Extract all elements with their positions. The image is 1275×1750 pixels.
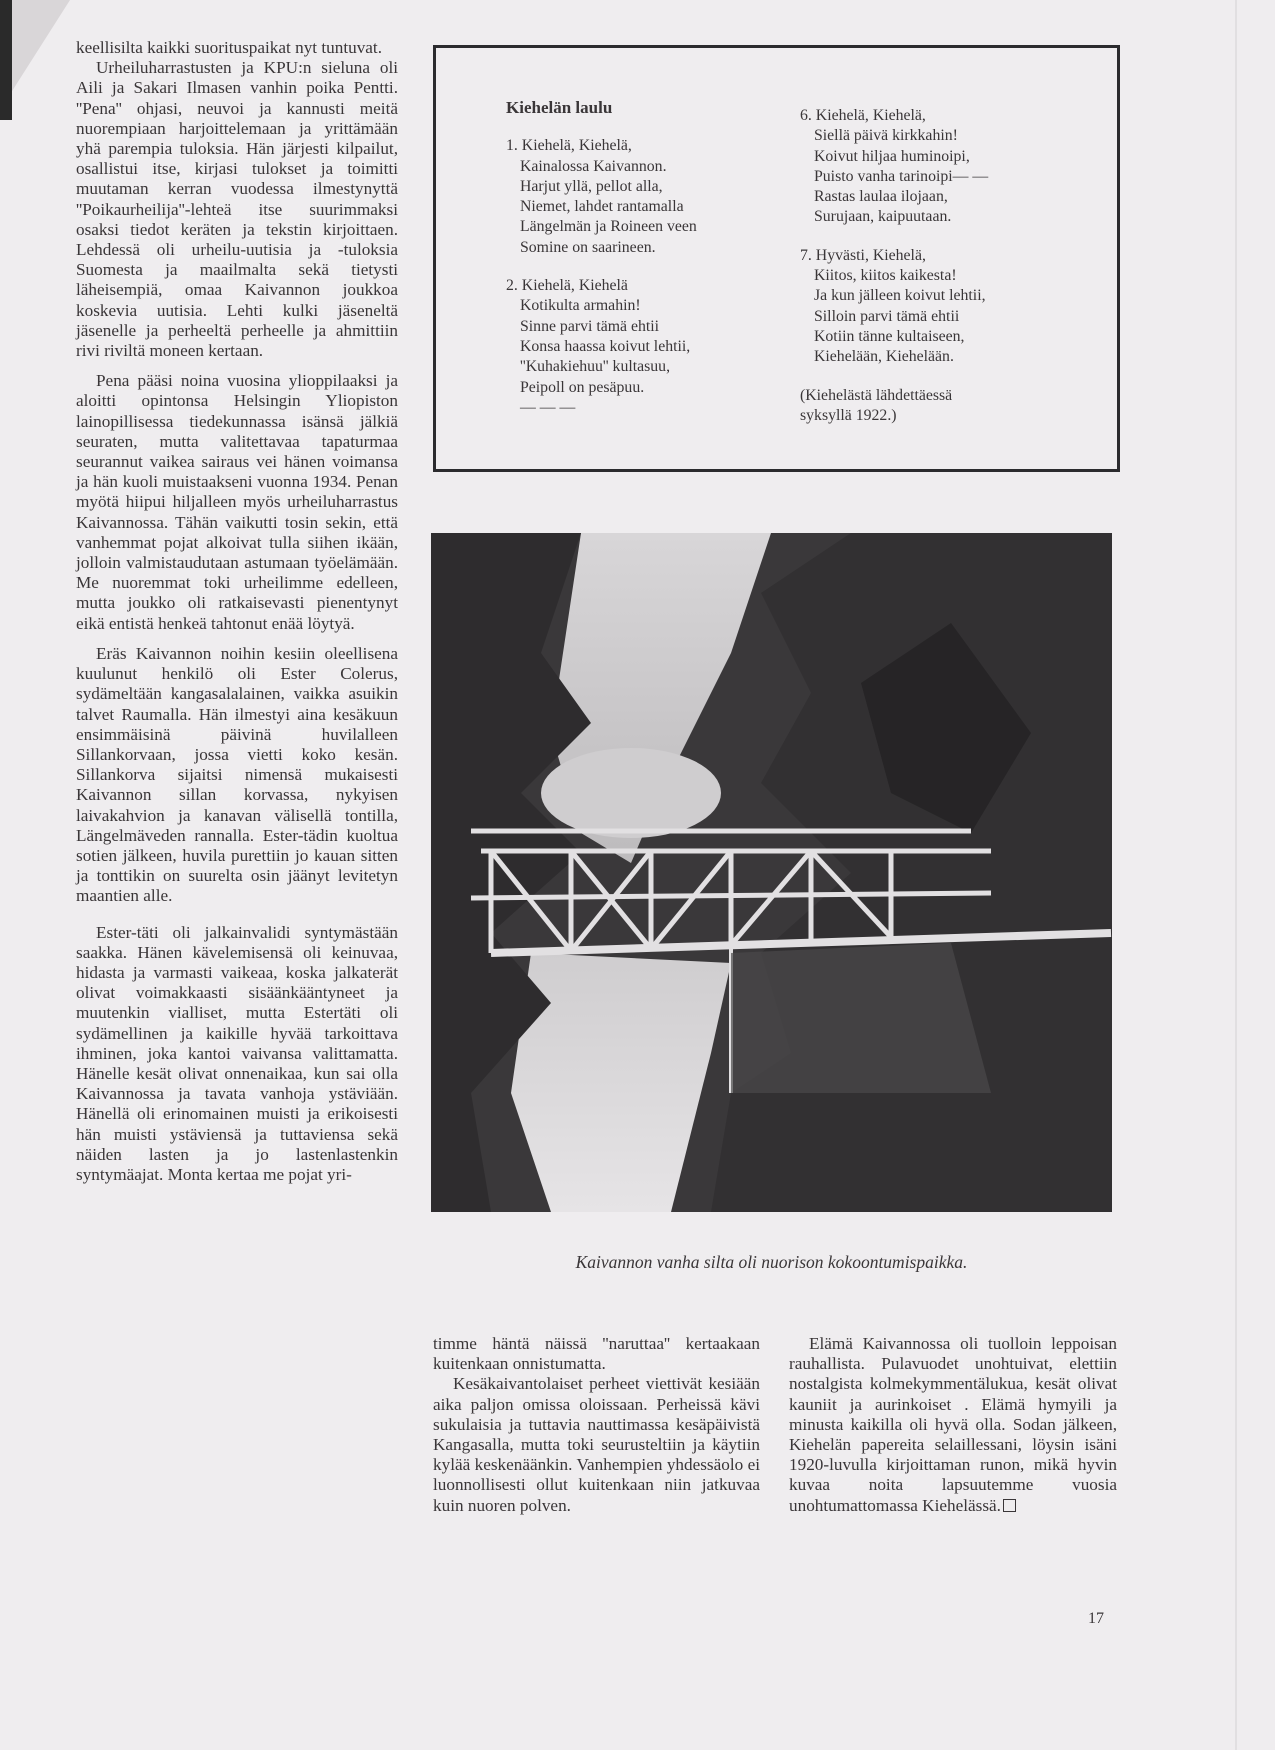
page-edge-line: [1235, 0, 1237, 1750]
bridge-abutment: [731, 943, 991, 1093]
paragraph: Ester-täti oli jalkainvalidi syntymästään saakka. Hänen kävelemisensä oli keinuvaa, hidasta ja varmasti vaikeaa, koska jalkaterät olivat voimakkaasti sisäänkääntyneet ja muutenkin vialliset, mutta Estertäti oli sydämellinen ja kaikille hyvää tarkoittava ihminen, joka kantoi vaivansa valittamatta. Hänelle kesät olivat onnenaikaa, kun sai olla Kaivannossa ja tavata vanhoja ystäviään. Hänellä oli erinomainen muisti ja erikoisesti hän muisti ystäviensä ja tuttaviensa sekä näiden lasten ja jo lastenlastenkin syntymäajat. Monta kertaa me pojat yri-: [76, 922, 398, 1184]
poem-stanza-2: [506, 276, 766, 418]
page-number: 17: [1088, 1610, 1104, 1627]
poem-line: 2. Kiehelä, Kiehelä: [506, 277, 628, 295]
poem-stanza-7: [800, 246, 1100, 368]
middle-text-column: [433, 1334, 760, 1526]
paragraph-wrapper: [789, 1334, 1117, 1516]
poem-line: Peipoll on pesäpuu.: [520, 378, 645, 396]
poem-left-column: [506, 98, 766, 436]
poem-line: Silloin parvi tämä ehtii: [814, 307, 960, 325]
paragraph: Kesäkaivantolaiset perheet viettivät kesiään aika paljon omissa oloissaan. Perheissä kävi sukulaisia ja tuttavia nauttimassa kesäpäivistä Kangasalla, mutta toki seurusteltiin ja käytiin kylää keskenäänkin. Vanhempien yhdessäolo ei luonnollisesti ollut kuitenkaan niin jatkuvaa kuin nuoren polven.: [433, 1374, 760, 1515]
right-text-column: [789, 1334, 1117, 1526]
poem-line: Kainalossa Kaivannon.: [520, 157, 667, 175]
poem-line: ''Kuhakiehuu'' kultasuu,: [520, 358, 671, 376]
poem-line: 1. Kiehelä, Kiehelä,: [506, 137, 632, 155]
paragraph: Urheiluharrastusten ja KPU:n sieluna oli Aili ja Sakari Ilmasen vanhin poika Pentti. ''Pena'' ohjasi, neuvoi ja kannusti meitä nuorempiaan harjoittelemaan ja yrittämään yhä parempia tuloksia. Hän järjesti kilpailut, osallistui itse, kirjasi tulokset ja toimitti muutaman kerran vuodessa ilmestynyttä ''Poikaurheilija''-lehteä itse suurimmaksi osaksi tiedot keräten ja tekstin kirjoittaen. Lehdessä oli urheilu-uutisia ja -tuloksia Suomesta ja maailmalta sekä tietysti läheisempiä, omaa Kaivannon joukkoa koskevia uutisia. Lehti kulki jäseneltä jäsenelle ja perheeltä perheelle ja ahmittiin rivi riviltä moneen kertaan.: [76, 58, 398, 361]
poem-line: Ja kun jälleen koivut lehtii,: [814, 287, 986, 305]
poem-line: Koivut hiljaa huminoipi,: [814, 147, 970, 165]
poem-line: Kotikulta armahin!: [520, 297, 641, 315]
paragraph: Pena pääsi noina vuosina ylioppilaaksi ja aloitti opintonsa Helsingin Yliopiston lainopillisessa tiedekunnassa isänsä jälkiä seuraten, mutta valitettavaa tapaturmaa seurannut vaikea sairaus vei hänen voimansa ja hän kuoli muistaakseni vuonna 1934. Penan myötä hiipui hiljalleen myös urheiluharrastus Kaivannossa. Tähän vaikutti tosin sekin, että vanhemmat pojat alkoivat tulla siihen ikään, jolloin valmistaudutaan astumaan työelämään. Me nuoremmat toki urheilimme edelleen, mutta joukko oli ratkaisevasti pienentynyt eikä entistä henkeä tahtonut enää löytyä.: [76, 371, 398, 633]
page-edge-shadow: [0, 0, 12, 120]
left-text-column: [76, 38, 398, 1195]
poem-right-column: [800, 106, 1100, 426]
end-of-article-square-icon: [1003, 1499, 1016, 1512]
poem-note-line: (Kiehelästä lähdettäessä: [800, 386, 953, 404]
poem-line: 7. Hyvästi, Kiehelä,: [800, 246, 926, 264]
photo-caption: Kaivannon vanha silta oli nuorison kokoontumispaikka.: [575, 1252, 968, 1272]
poem-line: Siellä päivä kirkkahin!: [814, 127, 958, 145]
poem-line: Sinne parvi tämä ehtii: [520, 317, 660, 335]
paragraph: Elämä Kaivannossa oli tuolloin leppoisan rauhallista. Pulavuodet unohtuivat, elettiin nostalgista kolmekymmentälukua, kesät olivat kauniit ja aurinkoiset . Elämä hymyili ja minusta kaikilla oli hyvä olla. Sodan jälkeen, Kiehelän papereita selaillessani, löysin isäni 1920-luvulla kirjoittaman runon, mikä hyvin kuvaa noita lapsuutemme vuosia unohtumattomassa Kiehelässä.: [789, 1334, 1117, 1515]
poem-ellipsis-dashes: — — —: [520, 398, 576, 416]
poem-line: Surujaan, kaipuutaan.: [814, 208, 952, 226]
bridge-photo-illustration: [431, 533, 1112, 1212]
poem-line: Längelmän ja Roineen veen: [520, 218, 697, 236]
poem-title: Kiehelän laulu: [506, 98, 613, 117]
poem-line: Kiitos, kiitos kaikesta!: [814, 267, 957, 285]
poem-note-line: syksyllä 1922.): [800, 406, 897, 424]
poem-line: Rastas laulaa ilojaan,: [814, 188, 948, 206]
poem-stanza-6: [800, 106, 1100, 228]
bridge-photo: [431, 533, 1112, 1212]
paragraph: Eräs Kaivannon noihin kesiin oleellisena kuulunut henkilö oli Ester Colerus, sydämeltään kangasalalainen, vaikka asuikin talvet Raumalla. Hän ilmestyi aina kesäkuun ensimmäisinä päivinä huvilalleen Sillankorvaan, jossa vietti koko kesän. Sillankorva sijaitsi nimensä mukaisesti Kaivannon sillan korvassa, nykyisen laivakahvion ja kanavan välisellä tontilla, Längelmäveden rannalla. Ester-tädin kuoltua sotien jälkeen, huvila purettiin jo kauan sitten ja tonttikin on suurelta osin jäänyt levitetyn maantien alle.: [76, 643, 398, 906]
poem-line: Niemet, lahdet rantamalla: [520, 198, 684, 216]
poem-line: Konsa haassa koivut lehtii,: [520, 337, 691, 355]
poem-line: Kiehelään, Kiehelään.: [814, 348, 954, 366]
poem-source-note: [800, 386, 1100, 427]
paragraph: timme häntä näissä ''naruttaa'' kertaakaan kuitenkaan onnistumatta.: [433, 1334, 760, 1374]
poem-box: [433, 45, 1120, 472]
poem-line: 6. Kiehelä, Kiehelä,: [800, 107, 926, 124]
paragraph: keellisilta kaikki suorituspaikat nyt tuntuvat.: [76, 38, 382, 57]
poem-stanza-1: [506, 136, 766, 258]
far-shore: [541, 748, 721, 838]
poem-line: Somine on saarineen.: [520, 238, 656, 256]
poem-line: Puisto vanha tarinoipi— —: [814, 167, 989, 185]
poem-line: Kotiin tänne kultaiseen,: [814, 327, 965, 345]
poem-line: Harjut yllä, pellot alla,: [520, 177, 663, 195]
